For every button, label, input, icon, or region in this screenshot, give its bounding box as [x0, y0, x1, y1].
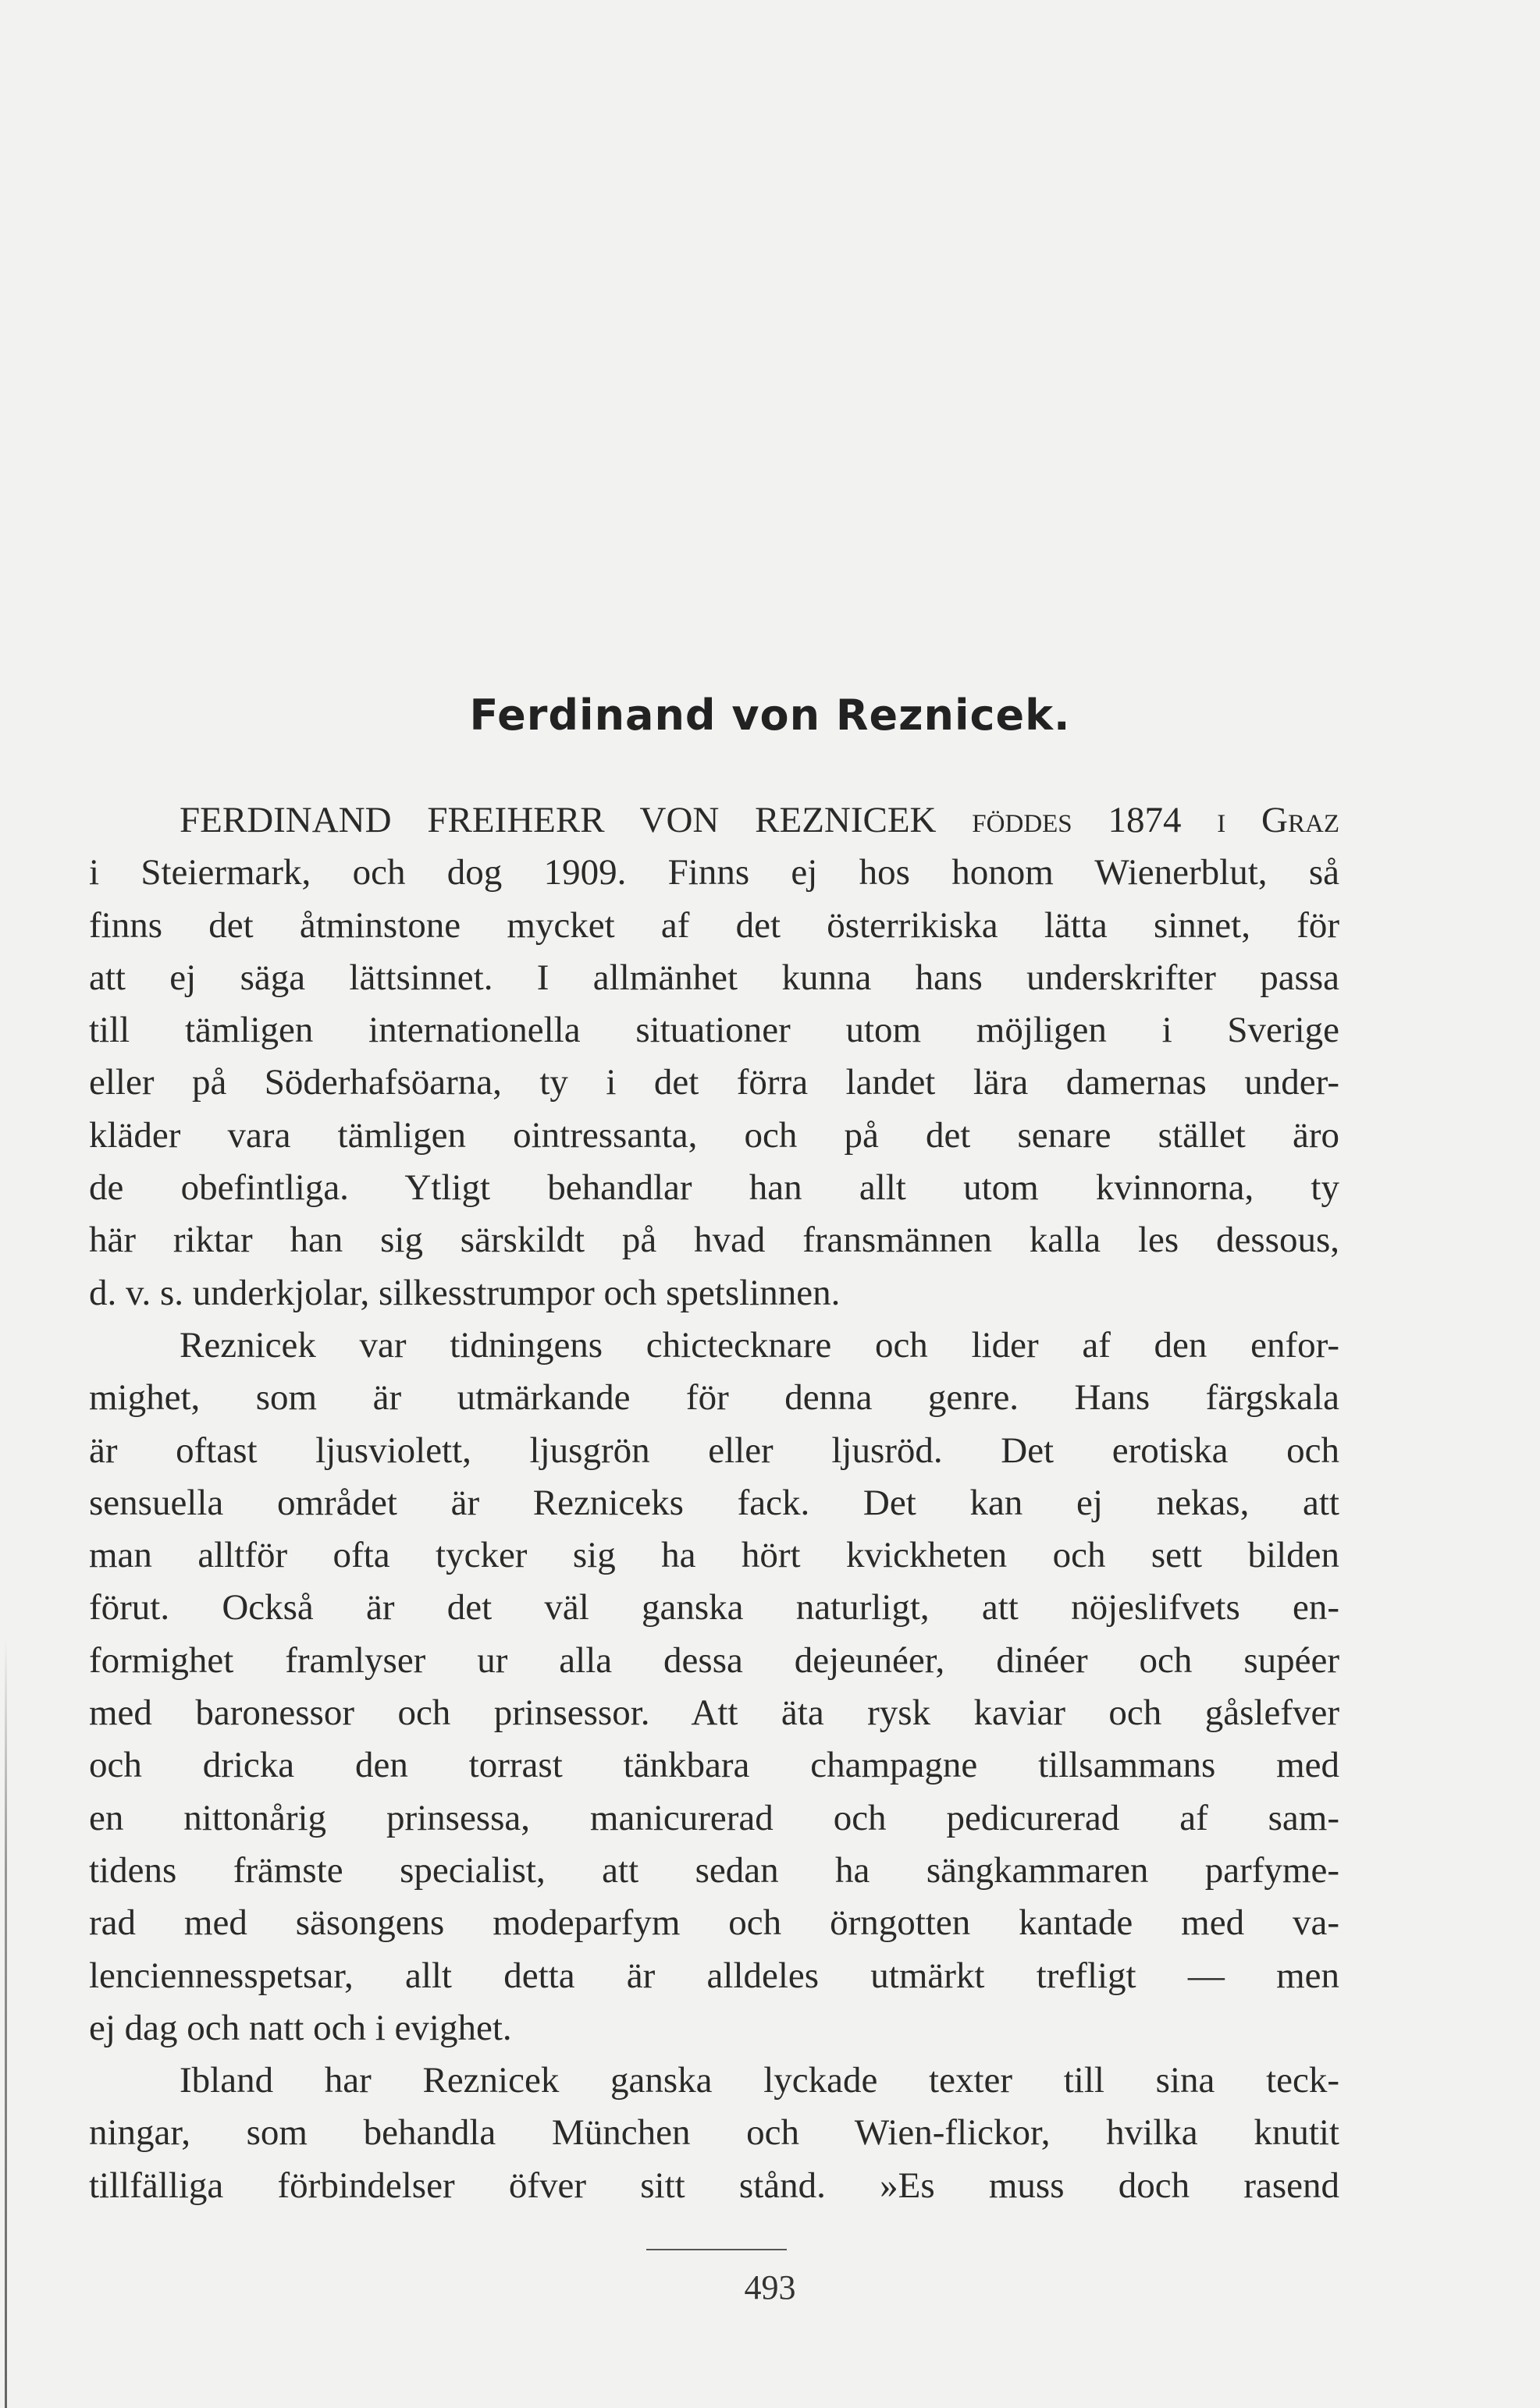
text-line: eller på Söderhafsöarna, ty i det förra landet lära damernas under-: [89, 1062, 1339, 1103]
text-line: ningar, som behandla München och Wien-flickor, hvilka knutit: [89, 2112, 1339, 2154]
chapter-title: Ferdinand von Reznicek.: [469, 691, 1071, 740]
text-line: formighet framlyser ur alla dessa dejeunéer, dinéer och supéer: [89, 1639, 1339, 1681]
text-line: är oftast ljusviolett, ljusgrön eller ljusröd. Det erotiska och: [89, 1430, 1339, 1471]
text-line: ej dag och natt och i evighet.: [89, 2007, 512, 2048]
text-line: att ej säga lättsinnet. I allmänhet kunna hans underskrifter passa: [89, 957, 1339, 998]
text-line: Reznicek var tidningens chictecknare och lider af den enfor-: [180, 1324, 1339, 1366]
text-line: i Steiermark, och dog 1909. Finns ej hos honom Wienerblut, så: [89, 852, 1339, 893]
text-line: rad med säsongens modeparfym och örngotten kantade med va-: [89, 1902, 1339, 1944]
body-text: [89, 794, 1339, 2212]
footer-rule: [646, 2249, 787, 2250]
text-line: förut. Också är det väl ganska naturligt, att nöjeslifvets en-: [89, 1587, 1339, 1628]
text-line: tillfälliga förbindelser öfver sitt stånd. »Es muss doch rasend: [89, 2165, 1339, 2206]
binding-edge: [5, 1639, 7, 2408]
text-line: finns det åtminstone mycket af det österrikiska lätta sinnet, för: [89, 904, 1339, 946]
text-line: d. v. s. underkjolar, silkesstrumpor och spetslinnen.: [89, 1272, 841, 1313]
text-line: här riktar han sig särskildt på hvad fransmännen kalla les dessous,: [89, 1220, 1339, 1261]
text-line: man alltför ofta tycker sig ha hört kvickheten och sett bilden: [89, 1535, 1339, 1576]
text-line: med baronessor och prinsessor. Att äta rysk kaviar och gåslefver: [89, 1692, 1339, 1734]
text-line: till tämligen internationella situationer utom möjligen i Sverige: [89, 1010, 1339, 1051]
text-line: en nittonårig prinsessa, manicurerad och pedicurerad af sam-: [89, 1797, 1339, 1838]
text-line: tidens främste specialist, att sedan ha sängkammaren parfyme-: [89, 1849, 1339, 1891]
text-line: Ibland har Reznicek ganska lyckade texter till sina teck-: [180, 2060, 1339, 2101]
text-line: sensuella området är Rezniceks fack. Det kan ej nekas, att: [89, 1482, 1339, 1523]
text-line: kläder vara tämligen ointressanta, och på det senare stället äro: [89, 1114, 1339, 1156]
text-line: FERDINAND FREIHERR VON REZNICEK föddes 1874 i Graz: [180, 800, 1339, 840]
text-line: mighet, som är utmärkande för denna genre. Hans färgskala: [89, 1377, 1339, 1419]
text-line: lenciennesspetsar, allt detta är alldeles utmärkt trefligt — men: [89, 1955, 1339, 1996]
text-line: de obefintliga. Ytligt behandlar han allt utom kvinnorna, ty: [89, 1167, 1339, 1209]
page-number: 493: [744, 2268, 796, 2307]
text-line: och dricka den torrast tänkbara champagne tillsammans med: [89, 1745, 1339, 1786]
